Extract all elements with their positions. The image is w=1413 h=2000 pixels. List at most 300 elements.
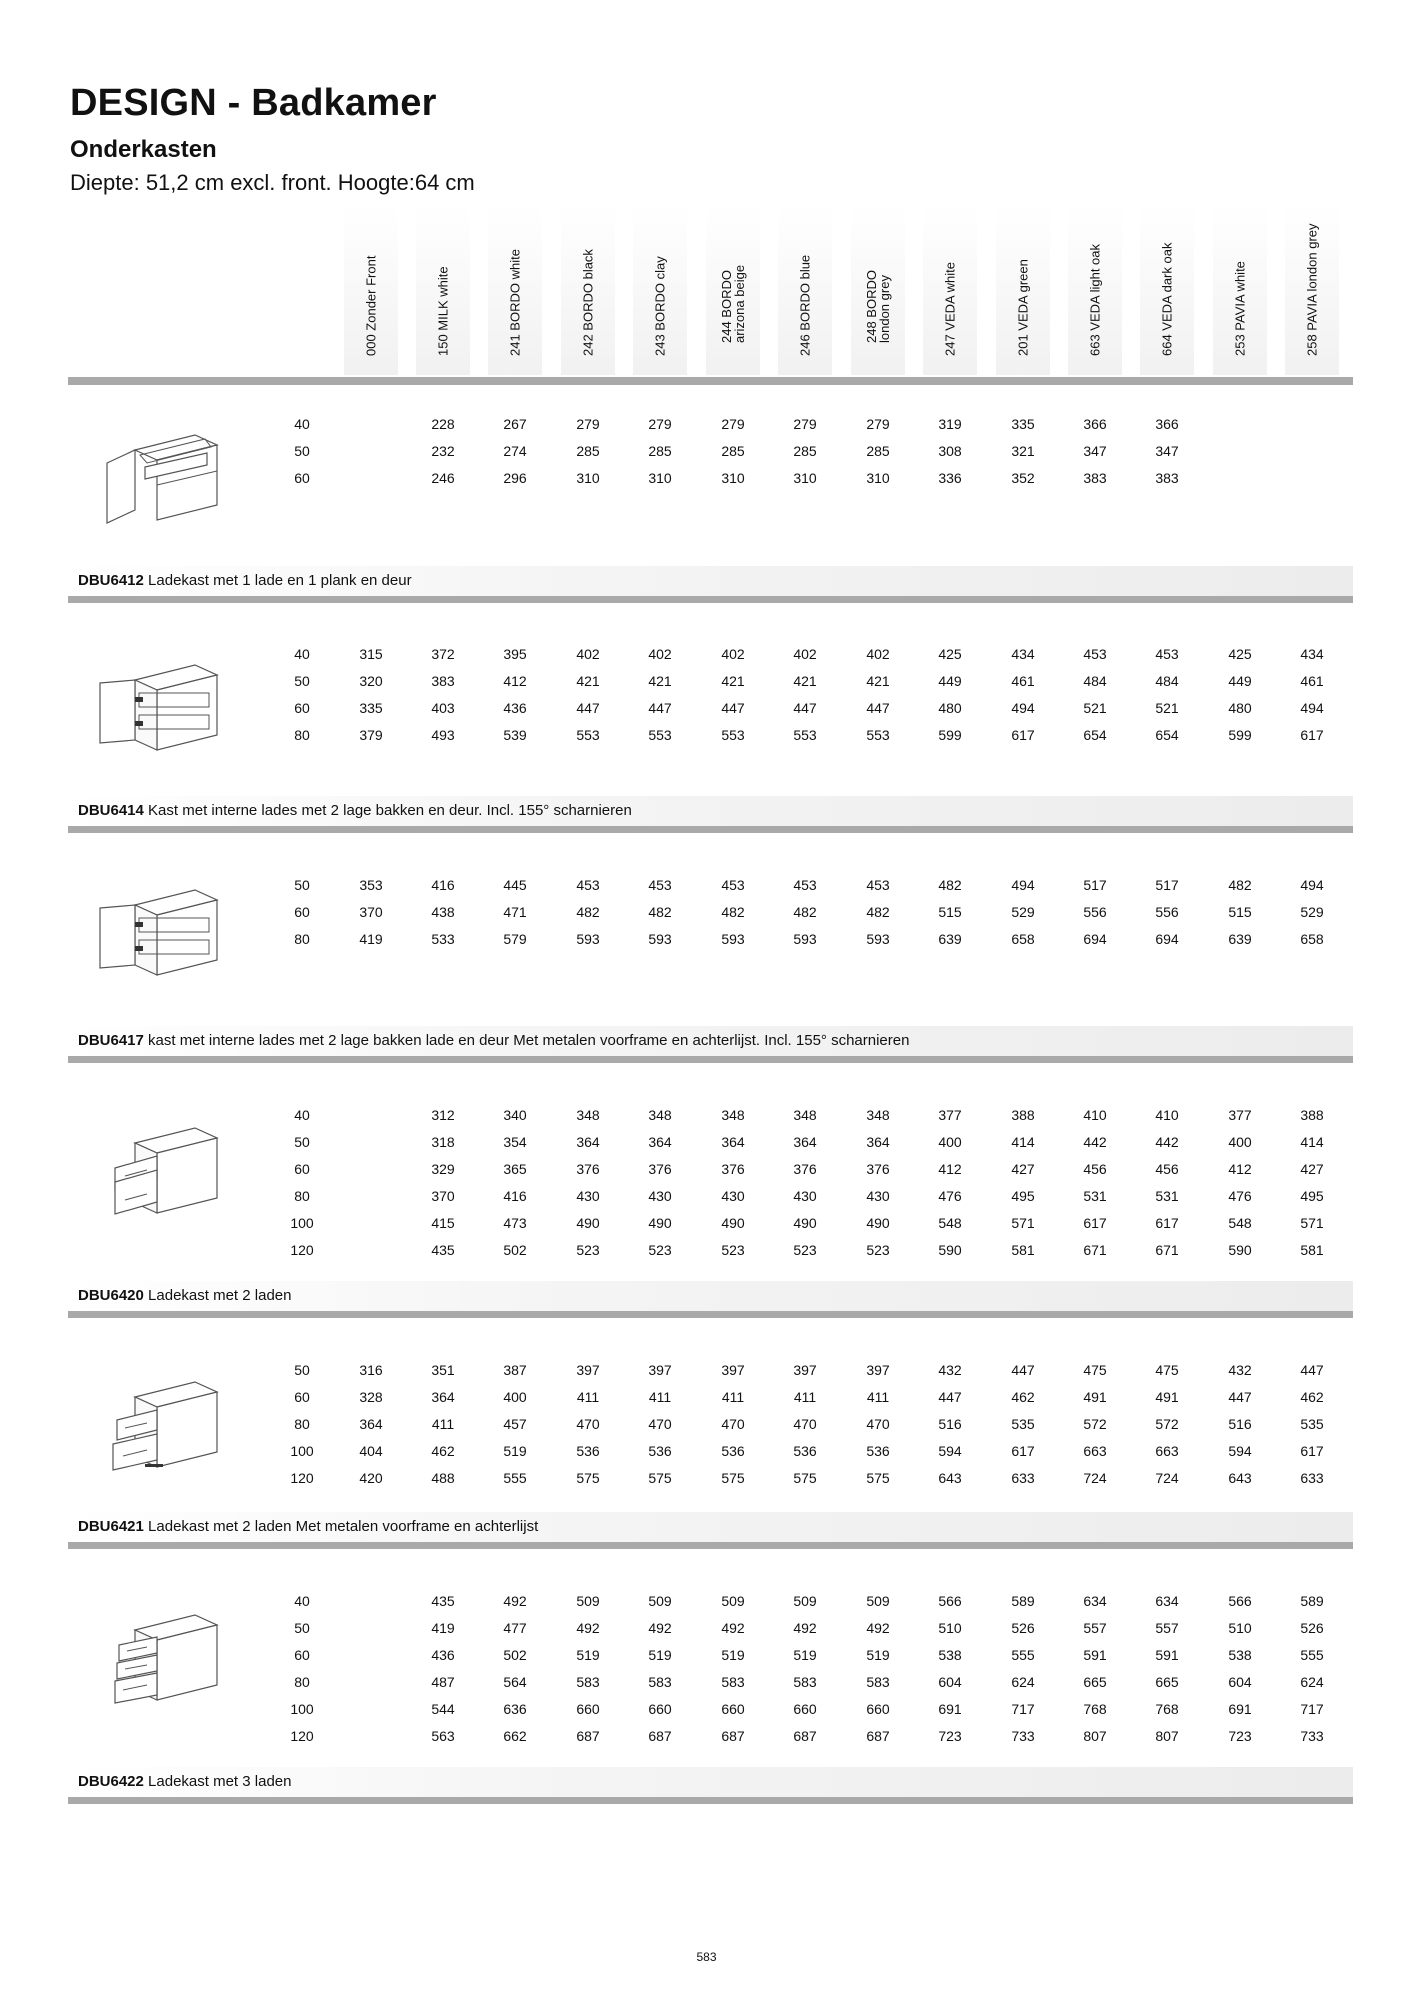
row-size: 60 bbox=[294, 1389, 310, 1405]
price-cell: 419 bbox=[359, 931, 383, 947]
price-cell: 617 bbox=[1011, 727, 1035, 743]
table-row bbox=[0, 1588, 1413, 1615]
price-cell: 364 bbox=[431, 1389, 455, 1405]
product-code: DBU6412 bbox=[78, 572, 144, 589]
price-cell: 533 bbox=[431, 931, 455, 947]
price-cell: 494 bbox=[1011, 877, 1035, 893]
column-header bbox=[851, 205, 905, 369]
price-cell: 328 bbox=[359, 1389, 383, 1405]
price-cell: 502 bbox=[503, 1647, 527, 1663]
price-cell: 388 bbox=[1300, 1107, 1324, 1123]
price-cell: 447 bbox=[793, 700, 817, 716]
price-cell: 490 bbox=[866, 1215, 890, 1231]
price-cell: 575 bbox=[576, 1470, 600, 1486]
price-cell: 402 bbox=[576, 646, 600, 662]
price-cell: 279 bbox=[793, 416, 817, 432]
price-cell: 312 bbox=[431, 1107, 455, 1123]
column-headers bbox=[0, 205, 1413, 375]
price-cell: 509 bbox=[866, 1593, 890, 1609]
price-cell: 575 bbox=[648, 1470, 672, 1486]
price-cell: 482 bbox=[866, 904, 890, 920]
price-cell: 447 bbox=[866, 700, 890, 716]
price-cell: 535 bbox=[1300, 1416, 1324, 1432]
price-cell: 318 bbox=[431, 1134, 455, 1150]
price-cell: 538 bbox=[1228, 1647, 1252, 1663]
column-header-label: 247 VEDA white bbox=[942, 262, 958, 356]
table-row bbox=[0, 1615, 1413, 1642]
price-cell: 425 bbox=[1228, 646, 1252, 662]
price-cell: 364 bbox=[359, 1416, 383, 1432]
price-cell: 660 bbox=[721, 1701, 745, 1717]
column-header bbox=[1213, 205, 1267, 369]
price-cell: 274 bbox=[503, 443, 527, 459]
price-cell: 397 bbox=[721, 1362, 745, 1378]
row-size: 50 bbox=[294, 1134, 310, 1150]
price-cell: 354 bbox=[503, 1134, 527, 1150]
price-cell: 414 bbox=[1300, 1134, 1324, 1150]
price-cell: 476 bbox=[938, 1188, 962, 1204]
price-cell: 366 bbox=[1083, 416, 1107, 432]
price-cell: 583 bbox=[648, 1674, 672, 1690]
price-cell: 733 bbox=[1300, 1728, 1324, 1744]
price-cell: 488 bbox=[431, 1470, 455, 1486]
price-cell: 347 bbox=[1155, 443, 1179, 459]
price-cell: 581 bbox=[1011, 1242, 1035, 1258]
section-rule bbox=[68, 1797, 1353, 1804]
row-size: 40 bbox=[294, 1107, 310, 1123]
price-cell: 411 bbox=[648, 1389, 672, 1405]
price-cell: 449 bbox=[938, 673, 962, 689]
price-cell: 694 bbox=[1083, 931, 1107, 947]
price-cell: 456 bbox=[1155, 1161, 1179, 1177]
table-row bbox=[0, 695, 1413, 722]
price-cell: 453 bbox=[793, 877, 817, 893]
price-cell: 462 bbox=[1300, 1389, 1324, 1405]
price-cell: 477 bbox=[503, 1620, 527, 1636]
price-cell: 366 bbox=[1155, 416, 1179, 432]
price-cell: 352 bbox=[1011, 470, 1035, 486]
price-cell: 438 bbox=[431, 904, 455, 920]
price-cell: 579 bbox=[503, 931, 527, 947]
price-cell: 523 bbox=[648, 1242, 672, 1258]
price-cell: 432 bbox=[1228, 1362, 1252, 1378]
price-cell: 495 bbox=[1300, 1188, 1324, 1204]
price-cell: 519 bbox=[648, 1647, 672, 1663]
price-cell: 457 bbox=[503, 1416, 527, 1432]
price-cell: 523 bbox=[866, 1242, 890, 1258]
page-subtitle: Onderkasten bbox=[70, 136, 217, 163]
price-cell: 453 bbox=[576, 877, 600, 893]
price-cell: 403 bbox=[431, 700, 455, 716]
price-cell: 634 bbox=[1083, 1593, 1107, 1609]
price-cell: 521 bbox=[1083, 700, 1107, 716]
table-row bbox=[0, 465, 1413, 492]
price-cell: 663 bbox=[1155, 1443, 1179, 1459]
price-cell: 364 bbox=[576, 1134, 600, 1150]
price-cell: 768 bbox=[1155, 1701, 1179, 1717]
price-cell: 487 bbox=[431, 1674, 455, 1690]
price-cell: 484 bbox=[1083, 673, 1107, 689]
price-cell: 491 bbox=[1155, 1389, 1179, 1405]
section-label bbox=[68, 796, 1353, 826]
price-cell: 529 bbox=[1300, 904, 1324, 920]
price-cell: 557 bbox=[1083, 1620, 1107, 1636]
product-description: Kast met interne lades met 2 lage bakken en deur. Incl. 155° scharnieren bbox=[148, 802, 632, 819]
price-cell: 529 bbox=[1011, 904, 1035, 920]
price-cell: 453 bbox=[866, 877, 890, 893]
price-cell: 319 bbox=[938, 416, 962, 432]
column-header bbox=[416, 205, 470, 369]
price-cell: 583 bbox=[721, 1674, 745, 1690]
price-cell: 548 bbox=[1228, 1215, 1252, 1231]
price-cell: 671 bbox=[1083, 1242, 1107, 1258]
price-cell: 634 bbox=[1155, 1593, 1179, 1609]
column-header-label: 243 BORDO clay bbox=[652, 256, 668, 356]
row-size: 120 bbox=[290, 1728, 314, 1744]
price-cell: 442 bbox=[1155, 1134, 1179, 1150]
price-cell: 572 bbox=[1083, 1416, 1107, 1432]
price-cell: 397 bbox=[648, 1362, 672, 1378]
price-cell: 548 bbox=[938, 1215, 962, 1231]
row-size: 50 bbox=[294, 877, 310, 893]
column-header bbox=[633, 205, 687, 369]
price-cell: 553 bbox=[793, 727, 817, 743]
column-header-label: 664 VEDA dark oak bbox=[1159, 242, 1175, 356]
price-cell: 563 bbox=[431, 1728, 455, 1744]
price-cell: 296 bbox=[503, 470, 527, 486]
price-cell: 493 bbox=[431, 727, 455, 743]
price-cell: 435 bbox=[431, 1242, 455, 1258]
price-cell: 397 bbox=[793, 1362, 817, 1378]
price-cell: 594 bbox=[938, 1443, 962, 1459]
price-cell: 556 bbox=[1155, 904, 1179, 920]
price-cell: 490 bbox=[793, 1215, 817, 1231]
price-cell: 402 bbox=[866, 646, 890, 662]
price-cell: 624 bbox=[1011, 1674, 1035, 1690]
price-cell: 555 bbox=[1300, 1647, 1324, 1663]
price-cell: 435 bbox=[431, 1593, 455, 1609]
price-cell: 430 bbox=[648, 1188, 672, 1204]
section-label bbox=[68, 1767, 1353, 1797]
price-cell: 526 bbox=[1300, 1620, 1324, 1636]
price-cell: 370 bbox=[359, 904, 383, 920]
price-cell: 604 bbox=[1228, 1674, 1252, 1690]
price-cell: 447 bbox=[938, 1389, 962, 1405]
column-header-label: 253 PAVIA white bbox=[1232, 261, 1248, 356]
price-cell: 353 bbox=[359, 877, 383, 893]
price-cell: 456 bbox=[1083, 1161, 1107, 1177]
price-cell: 411 bbox=[866, 1389, 890, 1405]
price-cell: 694 bbox=[1155, 931, 1179, 947]
price-cell: 523 bbox=[721, 1242, 745, 1258]
price-cell: 436 bbox=[431, 1647, 455, 1663]
price-cell: 510 bbox=[938, 1620, 962, 1636]
price-cell: 723 bbox=[1228, 1728, 1252, 1744]
price-cell: 536 bbox=[576, 1443, 600, 1459]
row-size: 50 bbox=[294, 443, 310, 459]
price-cell: 519 bbox=[721, 1647, 745, 1663]
price-cell: 556 bbox=[1083, 904, 1107, 920]
row-size: 60 bbox=[294, 700, 310, 716]
price-cell: 410 bbox=[1083, 1107, 1107, 1123]
row-size: 100 bbox=[290, 1443, 314, 1459]
page-number: 583 bbox=[696, 1950, 717, 1964]
table-row bbox=[0, 1438, 1413, 1465]
price-cell: 285 bbox=[648, 443, 672, 459]
price-cell: 473 bbox=[503, 1215, 527, 1231]
price-cell: 376 bbox=[648, 1161, 672, 1177]
price-cell: 723 bbox=[938, 1728, 962, 1744]
price-cell: 470 bbox=[721, 1416, 745, 1432]
price-cell: 383 bbox=[1155, 470, 1179, 486]
price-cell: 553 bbox=[648, 727, 672, 743]
price-cell: 480 bbox=[1228, 700, 1252, 716]
price-cell: 379 bbox=[359, 727, 383, 743]
price-cell: 412 bbox=[503, 673, 527, 689]
price-cell: 419 bbox=[431, 1620, 455, 1636]
column-header-label: 244 BORDO arizona beige bbox=[719, 264, 747, 343]
price-cell: 494 bbox=[1300, 877, 1324, 893]
price-cell: 376 bbox=[576, 1161, 600, 1177]
price-cell: 516 bbox=[938, 1416, 962, 1432]
price-cell: 430 bbox=[793, 1188, 817, 1204]
price-cell: 519 bbox=[503, 1443, 527, 1459]
price-cell: 490 bbox=[721, 1215, 745, 1231]
price-cell: 639 bbox=[1228, 931, 1252, 947]
price-cell: 591 bbox=[1155, 1647, 1179, 1663]
row-size: 80 bbox=[294, 1674, 310, 1690]
price-cell: 246 bbox=[431, 470, 455, 486]
price-cell: 411 bbox=[721, 1389, 745, 1405]
product-description: Ladekast met 2 laden bbox=[148, 1287, 292, 1304]
row-size: 50 bbox=[294, 673, 310, 689]
price-cell: 453 bbox=[648, 877, 672, 893]
price-cell: 482 bbox=[938, 877, 962, 893]
price-cell: 372 bbox=[431, 646, 455, 662]
row-size: 60 bbox=[294, 1161, 310, 1177]
price-cell: 470 bbox=[576, 1416, 600, 1432]
price-cell: 733 bbox=[1011, 1728, 1035, 1744]
price-cell: 517 bbox=[1155, 877, 1179, 893]
price-cell: 475 bbox=[1155, 1362, 1179, 1378]
price-cell: 687 bbox=[793, 1728, 817, 1744]
product-description: kast met interne lades met 2 lage bakken lade en deur Met metalen voorframe en achterlijst. Incl. 155° scharnieren bbox=[148, 1032, 910, 1049]
column-header bbox=[706, 205, 760, 369]
table-row bbox=[0, 872, 1413, 899]
price-cell: 228 bbox=[431, 416, 455, 432]
product-code: DBU6421 bbox=[78, 1518, 144, 1535]
price-cell: 553 bbox=[576, 727, 600, 743]
price-cell: 364 bbox=[721, 1134, 745, 1150]
price-cell: 517 bbox=[1083, 877, 1107, 893]
price-cell: 509 bbox=[648, 1593, 672, 1609]
price-cell: 660 bbox=[866, 1701, 890, 1717]
price-cell: 523 bbox=[576, 1242, 600, 1258]
price-cell: 555 bbox=[503, 1470, 527, 1486]
price-cell: 404 bbox=[359, 1443, 383, 1459]
product-code: DBU6420 bbox=[78, 1287, 144, 1304]
price-cell: 364 bbox=[648, 1134, 672, 1150]
price-cell: 492 bbox=[503, 1593, 527, 1609]
price-cell: 662 bbox=[503, 1728, 527, 1744]
price-cell: 509 bbox=[576, 1593, 600, 1609]
price-cell: 658 bbox=[1300, 931, 1324, 947]
price-cell: 470 bbox=[866, 1416, 890, 1432]
price-cell: 411 bbox=[431, 1416, 455, 1432]
section-rule bbox=[68, 826, 1353, 833]
product-code: DBU6422 bbox=[78, 1773, 144, 1790]
price-cell: 285 bbox=[721, 443, 745, 459]
price-cell: 400 bbox=[1228, 1134, 1252, 1150]
price-cell: 461 bbox=[1300, 673, 1324, 689]
column-header-label: 150 MILK white bbox=[435, 266, 451, 356]
row-size: 120 bbox=[290, 1470, 314, 1486]
table-row bbox=[0, 899, 1413, 926]
price-cell: 471 bbox=[503, 904, 527, 920]
price-cell: 671 bbox=[1155, 1242, 1179, 1258]
price-cell: 410 bbox=[1155, 1107, 1179, 1123]
price-cell: 421 bbox=[648, 673, 672, 689]
price-cell: 492 bbox=[648, 1620, 672, 1636]
product-description: Ladekast met 3 laden bbox=[148, 1773, 292, 1790]
price-cell: 340 bbox=[503, 1107, 527, 1123]
table-row bbox=[0, 1237, 1413, 1264]
price-cell: 411 bbox=[793, 1389, 817, 1405]
column-header-label: 201 VEDA green bbox=[1015, 259, 1031, 356]
price-cell: 310 bbox=[721, 470, 745, 486]
price-cell: 400 bbox=[938, 1134, 962, 1150]
price-cell: 575 bbox=[793, 1470, 817, 1486]
row-size: 120 bbox=[290, 1242, 314, 1258]
price-cell: 660 bbox=[793, 1701, 817, 1717]
price-cell: 593 bbox=[648, 931, 672, 947]
price-cell: 285 bbox=[793, 443, 817, 459]
price-cell: 590 bbox=[938, 1242, 962, 1258]
column-header bbox=[778, 205, 832, 369]
price-cell: 617 bbox=[1300, 1443, 1324, 1459]
price-cell: 663 bbox=[1083, 1443, 1107, 1459]
section-rule bbox=[68, 1542, 1353, 1549]
price-cell: 519 bbox=[576, 1647, 600, 1663]
price-cell: 617 bbox=[1155, 1215, 1179, 1231]
price-cell: 397 bbox=[576, 1362, 600, 1378]
column-header-label: 663 VEDA light oak bbox=[1087, 243, 1103, 356]
price-cell: 599 bbox=[1228, 727, 1252, 743]
section-label bbox=[68, 1512, 1353, 1542]
price-cell: 724 bbox=[1155, 1470, 1179, 1486]
price-cell: 475 bbox=[1083, 1362, 1107, 1378]
table-row bbox=[0, 1210, 1413, 1237]
price-cell: 643 bbox=[938, 1470, 962, 1486]
column-header bbox=[561, 205, 615, 369]
column-header bbox=[996, 205, 1050, 369]
price-cell: 482 bbox=[1228, 877, 1252, 893]
row-size: 80 bbox=[294, 1416, 310, 1432]
column-header bbox=[488, 205, 542, 369]
price-cell: 555 bbox=[1011, 1647, 1035, 1663]
price-cell: 449 bbox=[1228, 673, 1252, 689]
price-cell: 492 bbox=[576, 1620, 600, 1636]
price-cell: 348 bbox=[721, 1107, 745, 1123]
price-cell: 427 bbox=[1011, 1161, 1035, 1177]
price-cell: 691 bbox=[938, 1701, 962, 1717]
header-rule bbox=[68, 377, 1353, 385]
price-cell: 768 bbox=[1083, 1701, 1107, 1717]
price-cell: 427 bbox=[1300, 1161, 1324, 1177]
price-cell: 566 bbox=[1228, 1593, 1252, 1609]
price-cell: 335 bbox=[359, 700, 383, 716]
price-cell: 536 bbox=[866, 1443, 890, 1459]
table-row bbox=[0, 1465, 1413, 1492]
price-cell: 724 bbox=[1083, 1470, 1107, 1486]
row-size: 50 bbox=[294, 1620, 310, 1636]
price-cell: 624 bbox=[1300, 1674, 1324, 1690]
price-cell: 593 bbox=[866, 931, 890, 947]
price-cell: 348 bbox=[576, 1107, 600, 1123]
price-cell: 538 bbox=[938, 1647, 962, 1663]
price-cell: 447 bbox=[1300, 1362, 1324, 1378]
price-cell: 414 bbox=[1011, 1134, 1035, 1150]
table-row bbox=[0, 438, 1413, 465]
price-cell: 447 bbox=[1228, 1389, 1252, 1405]
page-description: Diepte: 51,2 cm excl. front. Hoogte:64 cm bbox=[70, 170, 475, 195]
price-cell: 491 bbox=[1083, 1389, 1107, 1405]
price-cell: 416 bbox=[503, 1188, 527, 1204]
price-cell: 376 bbox=[793, 1161, 817, 1177]
price-cell: 519 bbox=[793, 1647, 817, 1663]
price-cell: 502 bbox=[503, 1242, 527, 1258]
price-cell: 617 bbox=[1083, 1215, 1107, 1231]
price-cell: 536 bbox=[721, 1443, 745, 1459]
price-cell: 402 bbox=[721, 646, 745, 662]
price-cell: 599 bbox=[938, 727, 962, 743]
price-cell: 490 bbox=[576, 1215, 600, 1231]
table-row bbox=[0, 1357, 1413, 1384]
price-cell: 310 bbox=[866, 470, 890, 486]
price-cell: 583 bbox=[793, 1674, 817, 1690]
price-cell: 665 bbox=[1155, 1674, 1179, 1690]
price-cell: 495 bbox=[1011, 1188, 1035, 1204]
price-cell: 575 bbox=[721, 1470, 745, 1486]
price-cell: 654 bbox=[1083, 727, 1107, 743]
product-code: DBU6414 bbox=[78, 802, 144, 819]
price-cell: 402 bbox=[648, 646, 672, 662]
price-cell: 544 bbox=[431, 1701, 455, 1717]
price-cell: 351 bbox=[431, 1362, 455, 1378]
table-row bbox=[0, 722, 1413, 749]
price-cell: 571 bbox=[1011, 1215, 1035, 1231]
price-cell: 509 bbox=[793, 1593, 817, 1609]
price-cell: 516 bbox=[1228, 1416, 1252, 1432]
price-cell: 536 bbox=[648, 1443, 672, 1459]
price-cell: 308 bbox=[938, 443, 962, 459]
table-row bbox=[0, 668, 1413, 695]
price-cell: 453 bbox=[1155, 646, 1179, 662]
row-size: 100 bbox=[290, 1701, 314, 1717]
column-header-label: 258 PAVIA london grey bbox=[1304, 223, 1320, 356]
column-header bbox=[1068, 205, 1122, 369]
price-cell: 617 bbox=[1011, 1443, 1035, 1459]
price-cell: 633 bbox=[1011, 1470, 1035, 1486]
table-row bbox=[0, 411, 1413, 438]
price-cell: 377 bbox=[1228, 1107, 1252, 1123]
price-cell: 462 bbox=[431, 1443, 455, 1459]
price-cell: 583 bbox=[576, 1674, 600, 1690]
price-cell: 581 bbox=[1300, 1242, 1324, 1258]
price-cell: 590 bbox=[1228, 1242, 1252, 1258]
price-cell: 447 bbox=[1011, 1362, 1035, 1378]
price-cell: 572 bbox=[1155, 1416, 1179, 1432]
